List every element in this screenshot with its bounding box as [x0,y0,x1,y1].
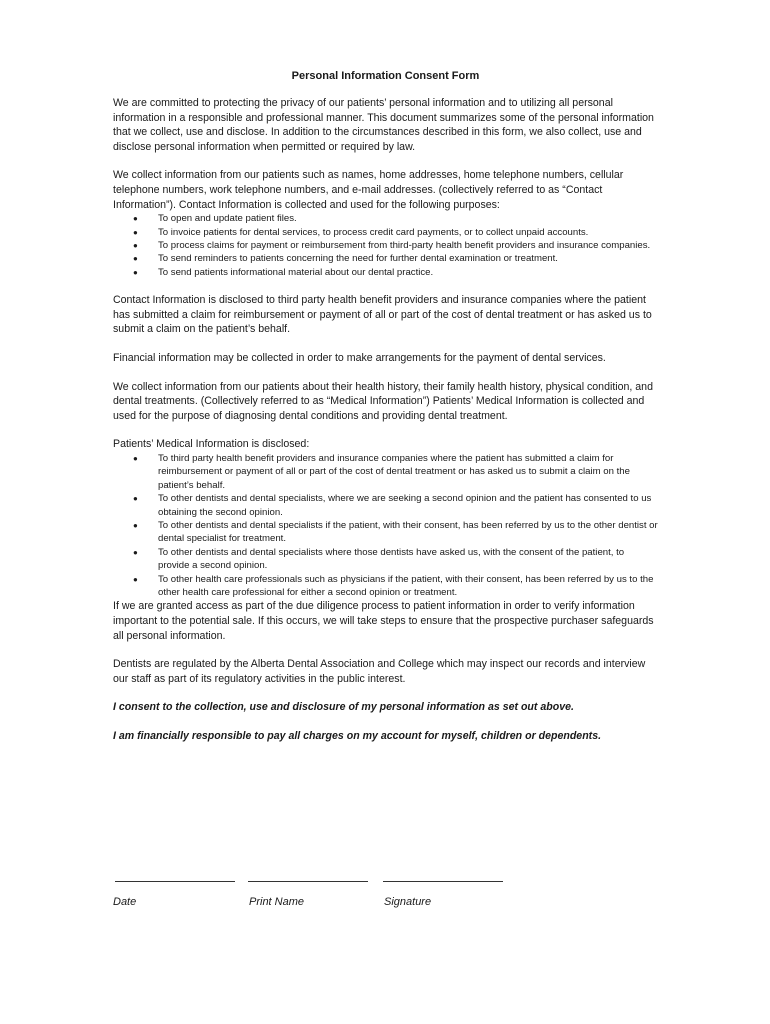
list-item: ● To other dentists and dental specialists where those dentists have asked us, with the consent of the patient, to provide a second opinion. [113,546,658,573]
purposes-list [113,212,658,279]
print-name-label: Print Name [249,896,305,908]
list-item: ● To send reminders to patients concerning the need for further dental examination or treatment. [113,252,658,265]
list-item: ● To third party health benefit providers and insurance companies where the patient has submitted a claim for reimbursement or payment of all or part of the cost of dental treatment or has asked us to submit a claim on the patient’s behalf. [113,452,658,492]
date-line[interactable] [115,881,235,882]
list-item: ● To other health care professionals such as physicians if the patient, with their consent, has been referred by us to the other health care professional for either a second opinion or treatment. [113,573,658,600]
consent-form [113,70,658,744]
print-name-line[interactable] [248,881,368,882]
list-item: ● To invoice patients for dental services, to process credit card payments, or to collect unpaid accounts. [113,226,658,239]
signature-block [113,866,513,916]
list-item: ● To open and update patient files. [113,212,658,225]
financial-info-paragraph: Financial information may be collected in order to make arrangements for the payment of dental services. [113,351,606,364]
date-label: Date [113,896,137,908]
signature-line[interactable] [383,881,503,882]
list-item: ● To other dentists and dental specialists if the patient, with their consent, has been referred by us to the other dentist or dental specialist for treatment. [113,519,658,546]
financial-responsibility-statement: I am financially responsible to pay all charges on my account for myself, children or dependents. [113,729,602,742]
disclosures-list [113,452,658,599]
list-item: ● To process claims for payment or reimbursement from third-party health benefit providers and insurance companies. [113,239,658,252]
contact-disclosure-paragraph: Contact Information is disclosed to third party health benefit providers and insurance companies where the patient has submitted a claim for reimbursement or payment of all or part of the cost of dental treatment or has asked us to submit a claim on the patient’s behalf. [113,294,652,336]
list-item: ● To other dentists and dental specialists, where we are seeking a second opinion and the patient has consented to us obtaining the second opinion. [113,492,658,519]
regulation-paragraph: Dentists are regulated by the Alberta Dental Association and College which may inspect our records and interview our staff as part of its regulatory activities in the public interest. [113,658,646,685]
consent-statement: I consent to the collection, use and disclosure of my personal information as set out above. [113,701,574,714]
due-diligence-paragraph: If we are granted access as part of the due diligence process to patient information in order to verify information important to the potential sale. If this occurs, we will take steps to ensure that the prospective purchaser safeguards all personal information. [113,600,654,642]
contact-info-paragraph: We collect information from our patients such as names, home addresses, home telephone numbers, cellular telephone numbers, work telephone numbers, and e-mail addresses. (collectively referred to as “Contact Information”). Contact Information is collected and used for the following purposes: [113,169,624,211]
privacy-intro-paragraph: We are committed to protecting the privacy of our patients’ personal information and to utilizing all personal information in a responsible and professional manner. This document summarizes some of the personal information that we collect, use and disclose. In addition to the circumstances described in this form, we also collect, use and disclose personal information when permitted or required by law. [113,97,654,153]
medical-disclosure-heading: Patients’ Medical Information is disclosed: [113,438,310,451]
signature-label: Signature [384,896,432,908]
medical-info-paragraph: We collect information from our patients about their health history, their family health history, physical condition, and dental treatments. (Collectively referred to as “Medical Information”) Patients’ Medical Information is collected and used for the purpose of diagnosing dental conditions and providing dental treatment. [113,380,653,422]
page-title: Personal Information Consent Form [291,70,480,82]
list-item: ● To send patients informational material about our dental practice. [113,266,658,279]
